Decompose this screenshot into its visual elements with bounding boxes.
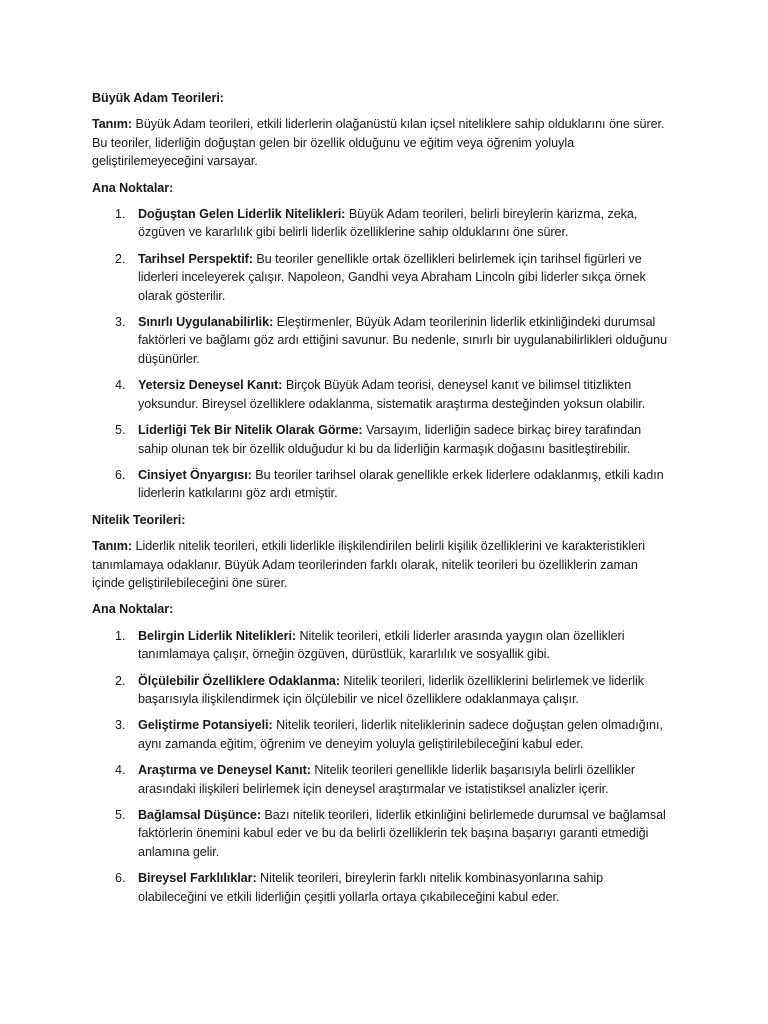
item-text: Büyük Adam teorileri, belirli bireylerin karizma, zeka, özgüven ve kararlılık gibi belirli liderlik özelliklerine sahip olduklarını öne sürer. — [138, 207, 638, 240]
definition-text: Büyük Adam teorileri, etkili liderlerin olağanüstü kılan içsel niteliklere sahip olduklarını öne sürer. Bu teoriler, liderliğin doğuştan gelen bir özellik olduğunu ve eğitim veya öğrenim yoluyla geliştirilemeyeceğini varsayar. — [92, 117, 665, 169]
list-item — [92, 716, 672, 753]
item-label: Yetersiz Deneysel Kanıt: — [138, 378, 283, 393]
item-label: Bağlamsal Düşünce: — [138, 808, 261, 822]
document-page — [92, 89, 672, 914]
definition-paragraph — [92, 115, 672, 170]
item-text: Bu teoriler genellikle ortak özellikleri belirlemek için tarihsel figürleri ve liderleri inceleyerek çalışır. Napoleon, Gandhi veya Abraham Lincoln gibi liderler sıkça örnek olarak gösterilir. — [138, 251, 646, 303]
item-label: Cinsiyet Önyargısı: — [138, 467, 252, 482]
list-number: 4. — [115, 378, 126, 393]
definition-label: Tanım: — [92, 539, 133, 554]
item-label: Geliştirme Potansiyeli: — [138, 718, 273, 733]
list-number: 6. — [115, 871, 126, 886]
list-item — [92, 250, 672, 305]
item-text: Nitelik teorileri, liderlik özelliklerini belirlemek ve liderlik başarısıyla ilişkilendirmek için ölçülebilir ve nicel özelliklere odaklanmaya çalışır. — [138, 673, 644, 706]
list-item — [92, 313, 672, 368]
list-number: 3. — [115, 315, 126, 330]
item-text: Nitelik teorileri, liderlik niteliklerinin sadece doğuştan gelen olmadığını, aynı zamanda eğitim, öğrenim ve deneyim yoluyla geliştirilebileceğini kabul eder. — [138, 718, 663, 751]
item-label: Ölçülebilir Özelliklere Odaklanma: — [138, 673, 340, 688]
list-item — [92, 205, 672, 242]
list-number: 4. — [115, 763, 126, 778]
list-number: 5. — [115, 808, 126, 822]
list-number: 2. — [115, 673, 126, 688]
item-text: Nitelik teorileri, bireylerin farklı nitelik kombinasyonlarına sahip olabileceğini ve etkili liderliğin çeşitli yollarla ortaya çıkabileceğini kabul eder. — [138, 871, 604, 904]
list-number: 1. — [115, 628, 126, 643]
item-text: Eleştirmenler, Büyük Adam teorilerinin liderlik etkinliğindeki durumsal faktörleri ve bağlamı göz ardı ettiğini savunur. Bu nedenle, sınırlı bir uygulanabilirlikleri olduğunu düşünürler. — [138, 315, 668, 366]
list-item — [92, 421, 672, 458]
list-number: 2. — [115, 251, 126, 266]
item-text: Varsayım, liderliğin sadece birkaç birey tarafından sahip olunan tek bir özellik olduğudur ki bu da liderliğin karmaşık doğasını basitleştirebilir. — [138, 423, 642, 456]
item-label: Liderliği Tek Bir Nitelik Olarak Görme: — [138, 423, 363, 438]
item-label: Sınırlı Uygulanabilirlik: — [138, 315, 274, 330]
item-text: Nitelik teorileri genellikle liderlik başarısıyla belirli özellikler arasındaki ilişkileri belirlemek için deneysel araştırmalar ve istatistiksel analizler içerir. — [138, 763, 635, 796]
item-text: Nitelik teorileri, etkili liderler arasında yaygın olan özellikleri tanımlamaya çalışır, örneğin özgüven, dürüstlük, kararlılık ve sosyallik gibi. — [138, 628, 625, 662]
item-text: Birçok Büyük Adam teorisi, deneysel kanıt ve bilimsel titizlikten yoksundur. Bireysel özelliklere odaklanma, sistematik araştırma desteğinden yoksun olabilir. — [138, 378, 646, 411]
key-points-heading: Ana Noktalar: — [92, 602, 174, 617]
item-text: Bazı nitelik teorileri, liderlik etkinliğini belirlemede durumsal ve bağlamsal faktörlerin önemini kabul eder ve bu da belirli özelliklerin tek başına başarıyı garanti etmediği anlamına gelir. — [138, 808, 666, 859]
list-item — [92, 672, 672, 709]
list-item — [92, 806, 672, 861]
definition-paragraph — [92, 537, 672, 592]
list-number: 1. — [115, 207, 126, 222]
key-points-list — [92, 627, 672, 906]
item-label: Doğuştan Gelen Liderlik Nitelikleri: — [138, 207, 346, 222]
list-number: 6. — [115, 467, 126, 482]
item-text: Bu teoriler tarihsel olarak genellikle erkek liderlere odaklanmış, etkili kadın liderlerin katkılarını göz ardı etmiştir. — [138, 467, 664, 501]
list-number: 5. — [115, 423, 126, 438]
item-label: Belirgin Liderlik Nitelikleri: — [138, 628, 297, 643]
item-label: Tarihsel Perspektif: — [138, 251, 253, 266]
list-item — [92, 761, 672, 798]
item-label: Araştırma ve Deneysel Kanıt: — [138, 763, 311, 778]
definition-text: Liderlik nitelik teorileri, etkili liderlikle ilişkilendirilen belirli kişilik özelliklerini ve karakteristikleri tanımlamaya odaklanır. Büyük Adam teorilerinden farklı olarak, nitelik teorileri bu özelliklerin zaman içinde geliştirilebileceğini öne sürer. — [92, 539, 645, 590]
definition-label: Tanım: — [92, 117, 133, 132]
list-item — [92, 376, 672, 413]
section-title-great-man: Büyük Adam Teorileri: — [92, 91, 224, 105]
list-item — [92, 869, 672, 906]
section-title-trait: Nitelik Teorileri: — [92, 512, 186, 527]
list-item — [92, 627, 672, 664]
key-points-list — [92, 205, 672, 503]
item-label: Bireysel Farklılıklar: — [138, 871, 257, 886]
list-number: 3. — [115, 718, 126, 733]
list-item — [92, 466, 672, 503]
key-points-heading: Ana Noktalar: — [92, 180, 174, 195]
